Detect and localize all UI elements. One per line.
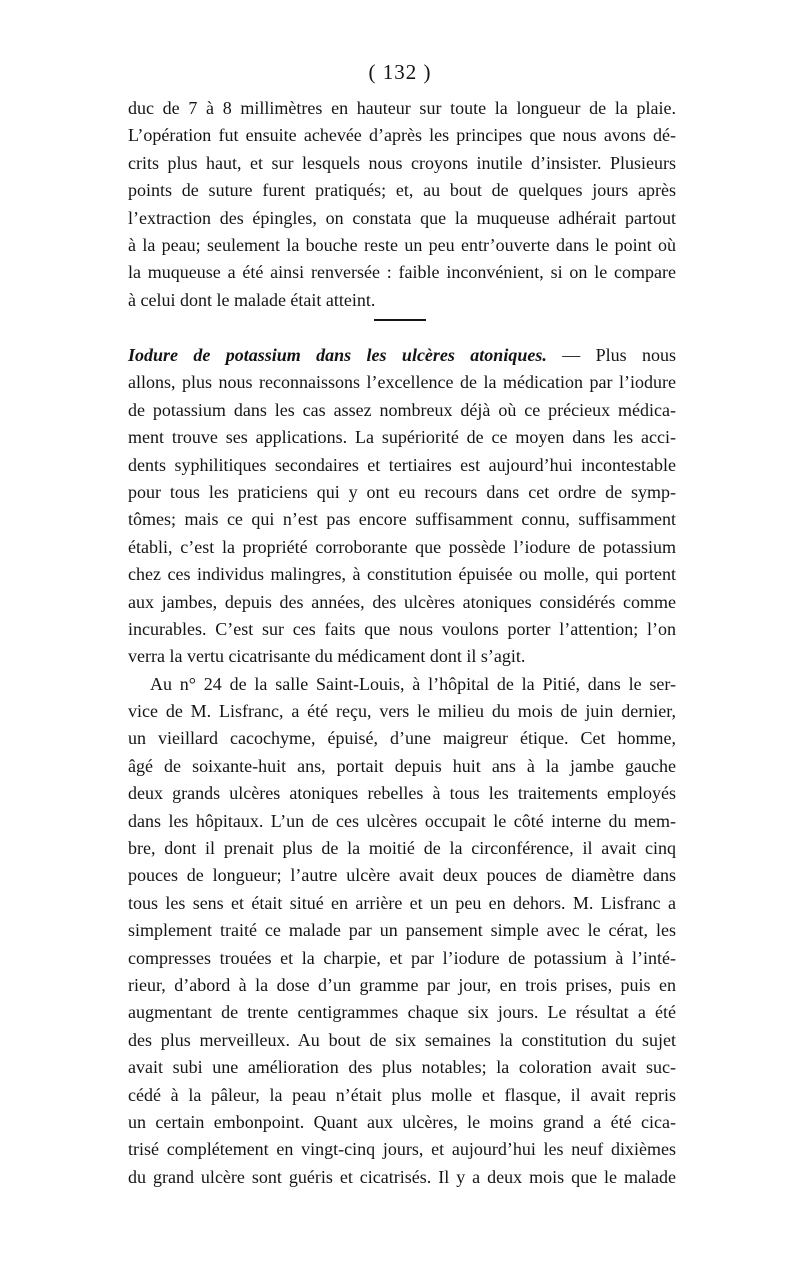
text-line: incurables. C’est sur ces faits que nous voulons porter l’attention; l’on [128, 618, 676, 639]
text-line: cédé à la pâleur, la peau n’était plus molle et flasque, il avait repris [128, 1084, 676, 1105]
heading-continuation: — Plus nous [546, 345, 676, 365]
text-line: trisé complétement en vingt-cinq jours, et aujourd’hui les neuf dixièmes [128, 1139, 676, 1160]
text-line: à celui dont le malade était atteint. [128, 289, 376, 310]
text-line: tous les sens et était situé en arrière et un peu en dehors. M. Lisfranc a [128, 892, 676, 913]
page-number: ( 132 ) [368, 60, 432, 84]
text-line: augmentant de trente centigrammes chaque six jours. Le résultat a été [128, 1002, 676, 1023]
text-line: duc de 7 à 8 millimètres en hauteur sur toute la longueur de la plaie. [128, 98, 676, 118]
section-first-line [128, 342, 676, 369]
continued-paragraph [128, 95, 676, 314]
section-heading: Iodure de potassium dans les ulcères atoniques. [128, 345, 547, 365]
text-line: bre, dont il prenait plus de la moitié de la circonférence, il avait cinq [128, 838, 676, 859]
text-line: crits plus haut, et sur lesquels nous croyons inutile d’insister. Plusieurs [128, 152, 676, 173]
text-line: à la peau; seulement la bouche reste un peu entr’ouverte dans le point où [128, 234, 676, 255]
text-line: la muqueuse a été ainsi renversée : faible inconvénient, si on le compare [128, 262, 676, 283]
text-line: des plus merveilleux. Au bout de six semaines la constitution du sujet [128, 1029, 676, 1050]
text-line: de potassium dans les cas assez nombreux déjà où ce précieux médica- [128, 399, 676, 420]
text-line: chez ces individus malingres, à constitution épuisée ou molle, qui portent [128, 564, 676, 585]
text-line: dans les hôpitaux. L’un de ces ulcères occupait le côté interne du mem- [128, 810, 676, 831]
text-line: établi, c’est la propriété corroborante que possède l’iodure de potassium [128, 536, 676, 557]
text-line: pour tous les praticiens qui y ont eu recours dans cet ordre de symp- [128, 481, 676, 502]
text-line: un certain embonpoint. Quant aux ulcères, le moins grand a été cica- [128, 1111, 676, 1132]
text-line: vice de M. Lisfranc, a été reçu, vers le milieu du mois de juin dernier, [128, 701, 676, 722]
text-line: simplement traité ce malade par un pansement simple avec le cérat, les [128, 920, 676, 941]
text-line: deux grands ulcères atoniques rebelles à tous les traitements employés [128, 783, 676, 804]
text-line: avait subi une amélioration des plus notables; la coloration avait suc- [128, 1057, 676, 1078]
text-line: points de suture furent pratiqués; et, au bout de quelques jours après [128, 180, 676, 201]
text-line: dents syphilitiques secondaires et tertiaires est aujourd’hui incontestable [128, 454, 676, 475]
text-line: compresses trouées et la charpie, et par l’iodure de potassium à l’inté- [128, 947, 676, 968]
text-line: Au n° 24 de la salle Saint-Louis, à l’hôpital de la Pitié, dans le ser- [150, 673, 676, 694]
text-line: l’extraction des épingles, on constata que la muqueuse adhérait partout [128, 207, 676, 228]
section-divider [374, 319, 426, 321]
text-line: allons, plus nous reconnaissons l’excellence de la médication par l’iodure [128, 372, 676, 393]
text-line: du grand ulcère sont guéris et cicatrisés. Il y a deux mois que le malade [128, 1166, 676, 1187]
text-line: un vieillard cacochyme, épuisé, d’une maigreur étique. Cet homme, [128, 728, 676, 749]
text-line: tômes; mais ce qui n’est pas encore suffisamment connu, suffisamment [128, 509, 676, 530]
text-line: aux jambes, depuis des années, des ulcères atoniques considérés comme [128, 591, 676, 612]
text-line: L’opération fut ensuite achevée d’après les principes que nous avons dé- [128, 125, 676, 146]
text-line: pouces de longueur; l’autre ulcère avait deux pouces de diamètre dans [128, 865, 676, 886]
text-line: verra la vertu cicatrisante du médicament dont il s’agit. [128, 646, 526, 667]
text-line: âgé de soixante-huit ans, portait depuis huit ans à la jambe gauche [128, 755, 676, 776]
text-line: ment trouve ses applications. La supériorité de ce moyen dans les acci- [128, 427, 676, 448]
section-iodure [128, 342, 676, 1191]
text-line: rieur, d’abord à la dose d’un gramme par jour, en trois prises, puis en [128, 974, 676, 995]
